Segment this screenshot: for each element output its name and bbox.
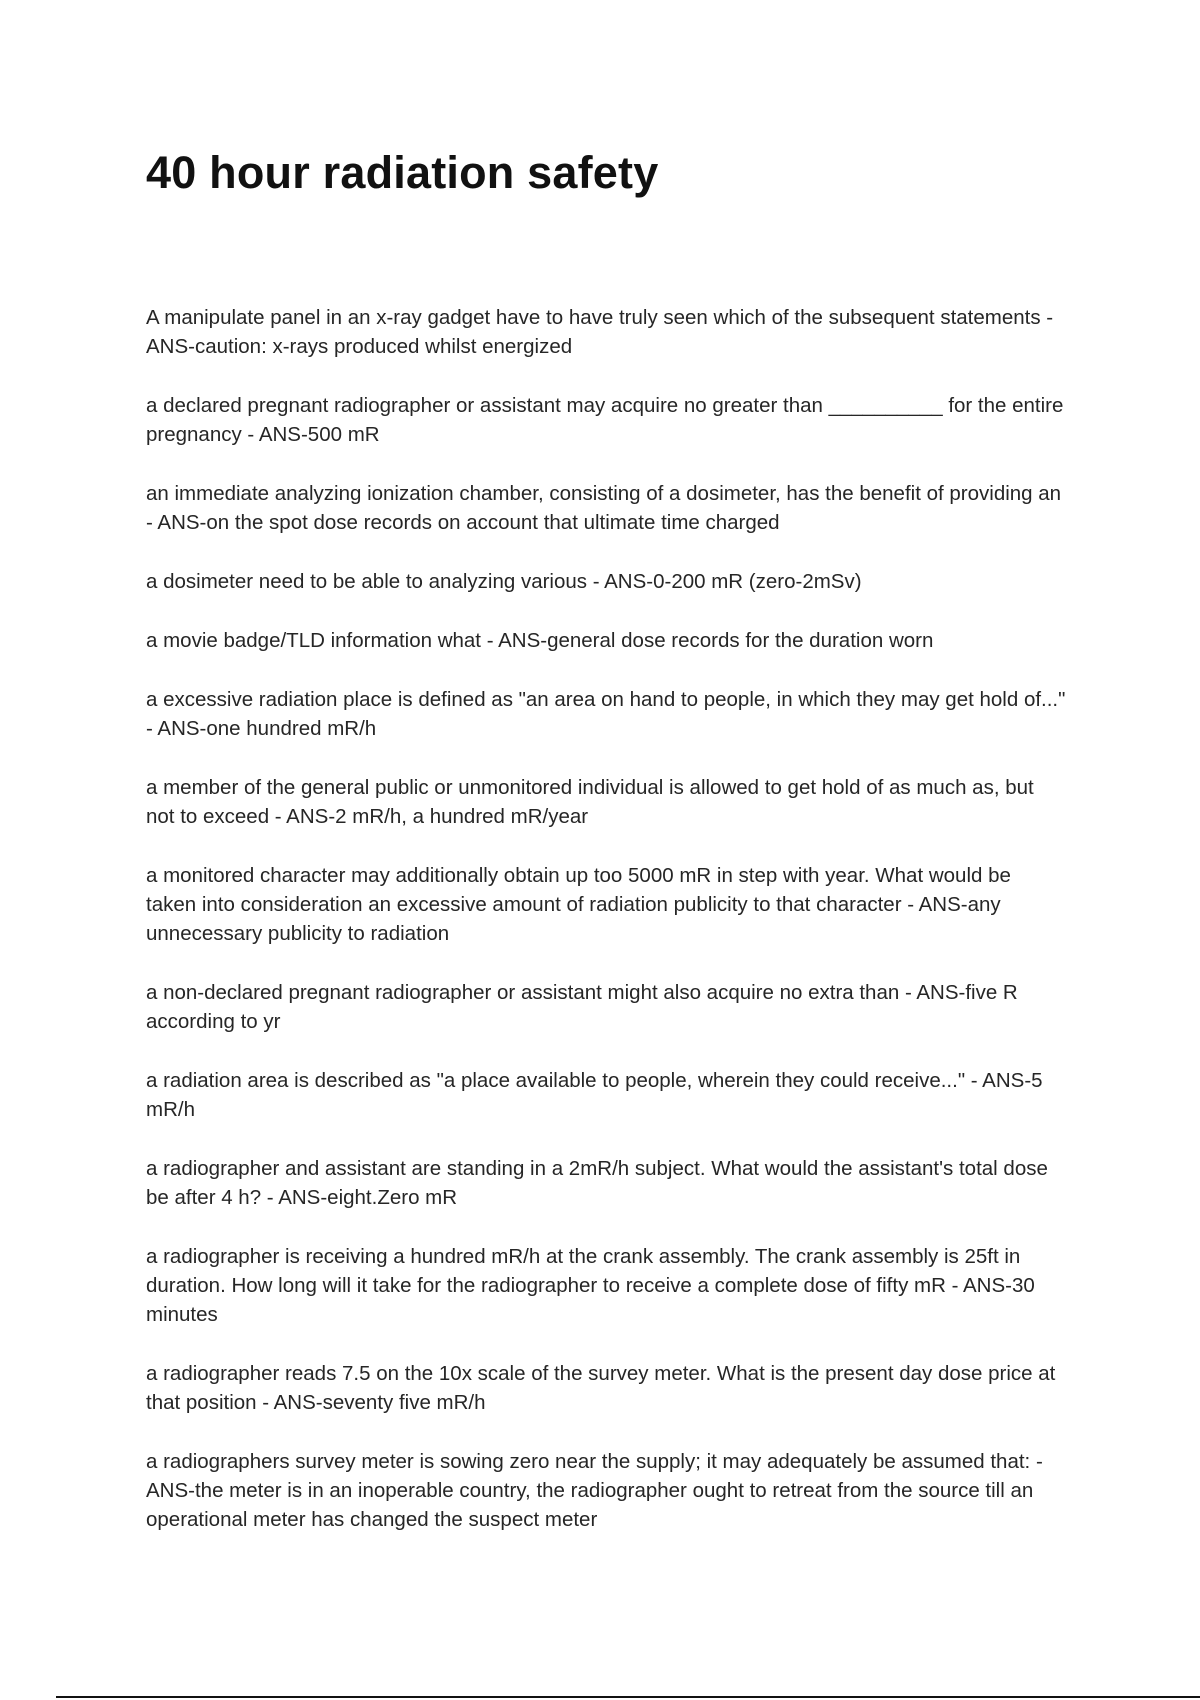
qa-item: a non-declared pregnant radiographer or assistant might also acquire no extra than - ANS-five R according to yr xyxy=(146,981,1018,1033)
qa-item: a radiographer is receiving a hundred mR/h at the crank assembly. The crank assembly is 25ft in duration. How long will it take for the radiographer to receive a complete dose of fifty mR - ANS-30 minutes xyxy=(146,1245,1035,1326)
qa-item: a radiographer and assistant are standing in a 2mR/h subject. What would the assistant's total dose be after 4 h? - ANS-eight.Zero mR xyxy=(146,1157,1048,1209)
qa-item: a radiographers survey meter is sowing zero near the supply; it may adequately be assumed that: - ANS-the meter is in an inoperable country, the radiographer ought to retreat from the source till an operational meter has changed the suspect meter xyxy=(146,1450,1043,1531)
qa-item: a declared pregnant radiographer or assistant may acquire no greater than __________ for the entire pregnancy - ANS-500 mR xyxy=(146,394,1064,446)
footer-divider xyxy=(56,1696,1200,1698)
qa-item: a member of the general public or unmonitored individual is allowed to get hold of as much as, but not to exceed - ANS-2 mR/h, a hundred mR/year xyxy=(146,776,1034,828)
qa-item: an immediate analyzing ionization chamber, consisting of a dosimeter, has the benefit of providing an - ANS-on the spot dose records on account that ultimate time charged xyxy=(146,482,1062,534)
qa-item: a movie badge/TLD information what - ANS-general dose records for the duration worn xyxy=(146,629,934,652)
qa-item: a monitored character may additionally obtain up too 5000 mR in step with year. What would be taken into consideration an excessive amount of radiation publicity to that character - ANS-any unnecessary publicity to radiation xyxy=(146,864,1011,945)
qa-item: a dosimeter need to be able to analyzing various - ANS-0-200 mR (zero-2mSv) xyxy=(146,570,862,593)
qa-item: a radiographer reads 7.5 on the 10x scale of the survey meter. What is the present day dose price at that position - ANS-seventy five mR/h xyxy=(146,1362,1056,1414)
question-answer-list xyxy=(146,303,1066,1564)
qa-item: a radiation area is described as "a place available to people, wherein they could receive..." - ANS-5 mR/h xyxy=(146,1069,1043,1121)
qa-item: A manipulate panel in an x-ray gadget have to have truly seen which of the subsequent statements - ANS-caution: x-rays produced whilst energized xyxy=(146,306,1054,358)
document-title: 40 hour radiation safety xyxy=(146,147,659,198)
qa-item: a excessive radiation place is defined as "an area on hand to people, in which they may get hold of..." - ANS-one hundred mR/h xyxy=(146,688,1066,740)
